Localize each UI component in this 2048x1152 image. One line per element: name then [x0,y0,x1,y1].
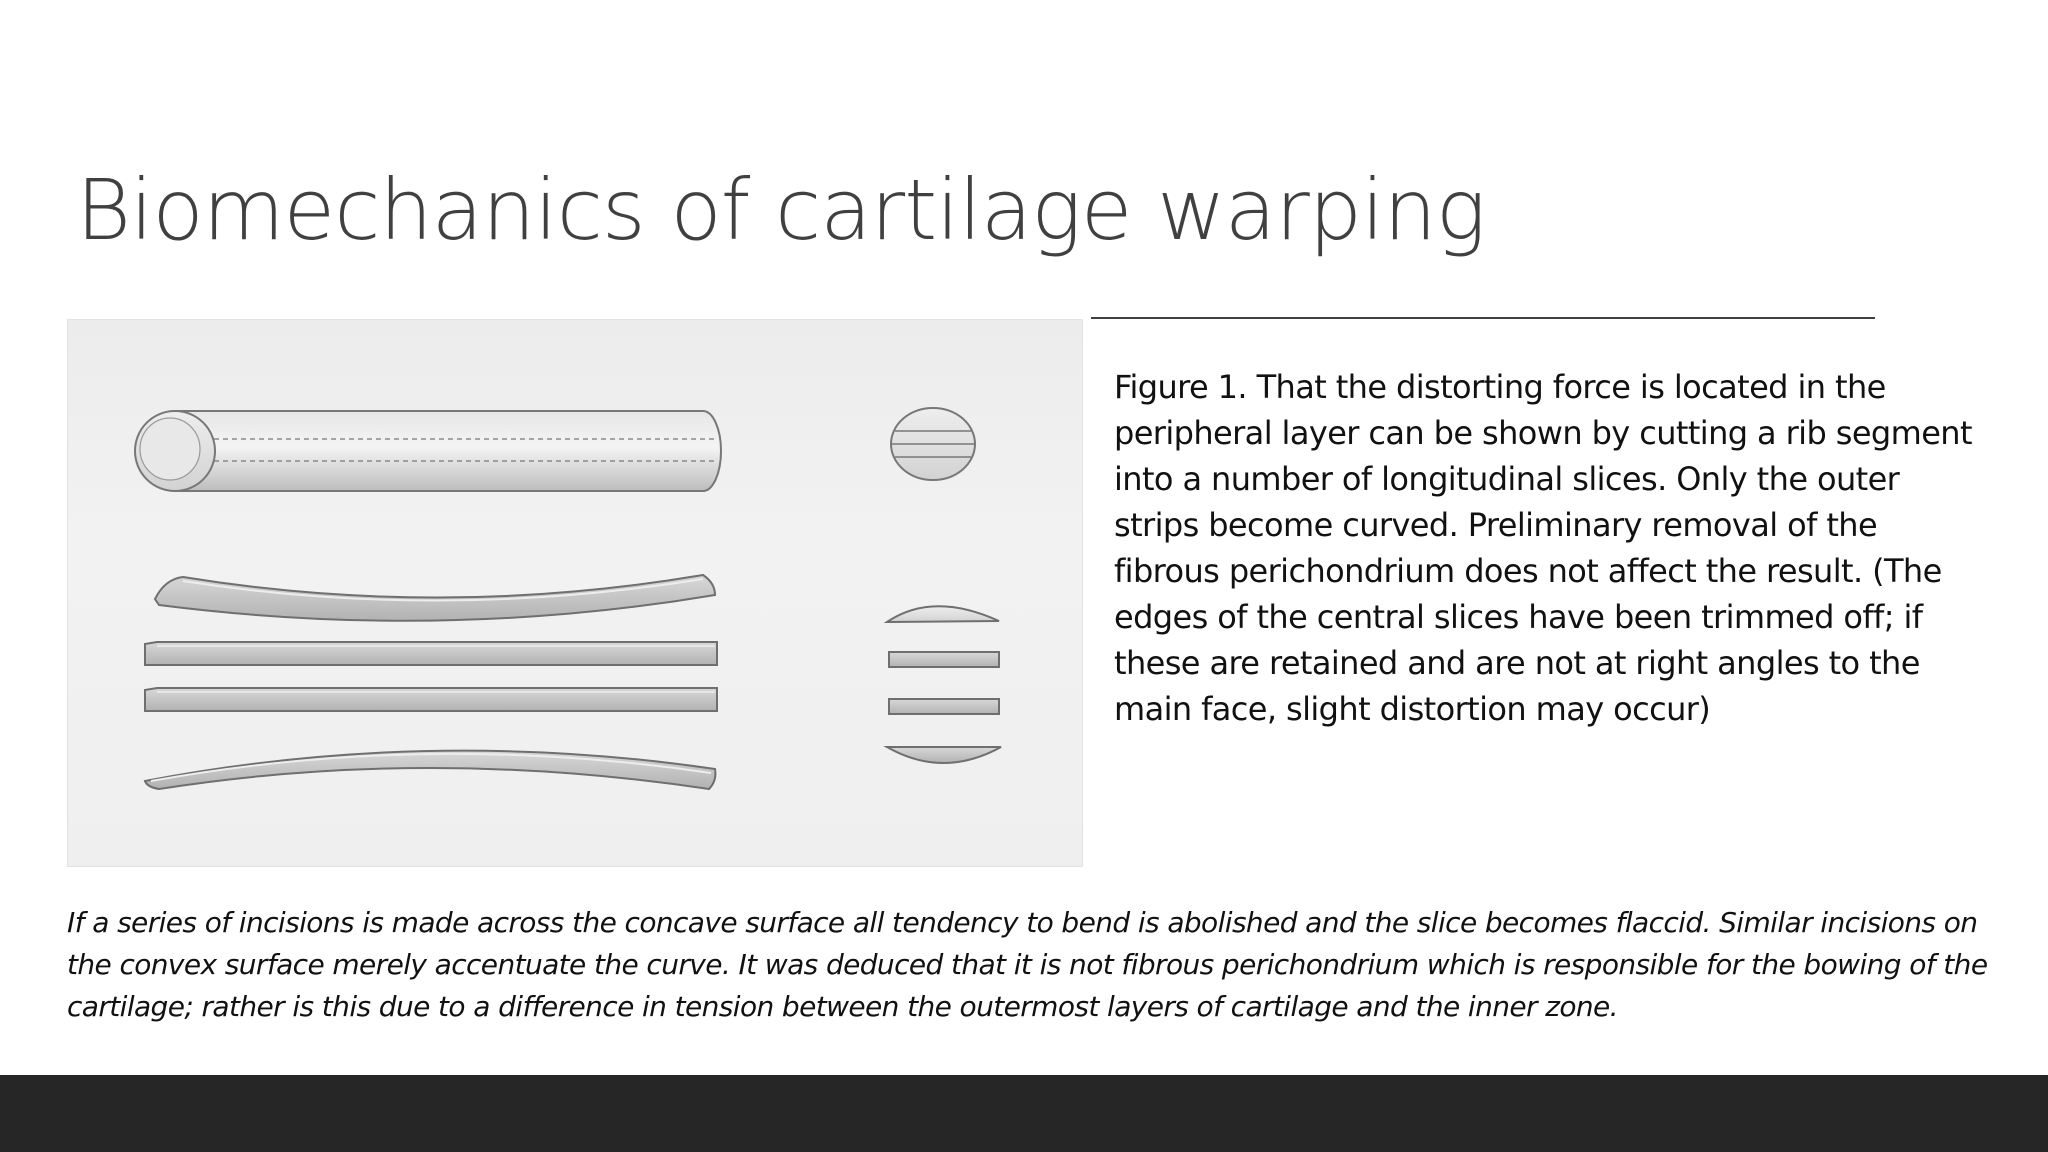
cartilage-illustration [67,319,1083,867]
straight-central-slice-1 [145,642,717,665]
title-divider [1091,317,1875,319]
rib-segment-cylinder [135,411,721,491]
figure-caption: Figure 1. That the distorting force is located in the peripheral layer can be shown by cutting a rib segment into a number of longitudinal slices. Only the outer strips become curved. Preliminary removal of the fibrous perichondrium does not affect the result. (The edges of the central slices have been trimmed off; if these are retained and are not at right angles to the main face, slight distortion may occur) [1114,368,1972,728]
curved-outer-strip-top [155,575,715,621]
curved-outer-strip-bottom [145,751,715,789]
footnote-text: If a series of incisions is made across the concave surface all tendency to bend is abolished and the slice becomes flaccid. Similar incisions on the convex surface merely accentuate the curve. It was deduced that it is not fibrous perichondrium which is responsible for the bowing of the cartilage; rather is this due to a difference in tension between the outermost layers of cartilage and the inner zone. [67,906,1988,1023]
rib-cross-section [891,408,975,480]
slice-cross-sections [887,606,1001,763]
cartilage-figure [67,319,1083,867]
slide-title: Biomechanics of cartilage warping [76,161,1486,259]
straight-central-slice-2 [145,688,717,711]
footer-bar [0,1075,2048,1152]
